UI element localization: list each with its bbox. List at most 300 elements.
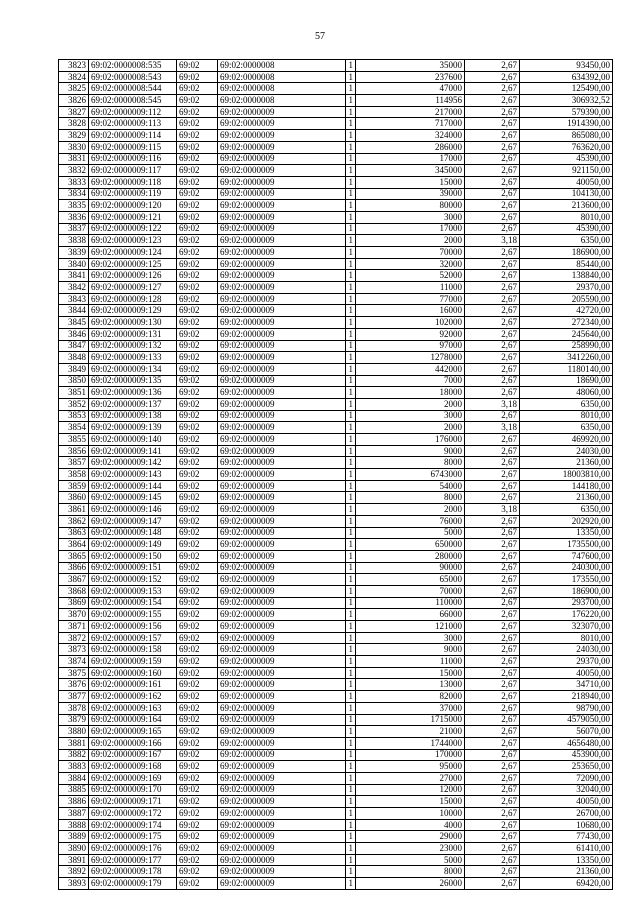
row-number-cell: 3890 <box>59 843 89 855</box>
row-number-cell: 3838 <box>59 235 89 247</box>
value-cell: 1914390,00 <box>520 118 613 130</box>
count-cell: 1 <box>346 843 356 855</box>
row-number-cell: 3887 <box>59 808 89 820</box>
rate-cell: 2,67 <box>465 714 520 726</box>
row-number-cell: 3856 <box>59 445 89 457</box>
value-cell: 6350,00 <box>520 235 613 247</box>
region-code-cell: 69:02 <box>177 574 218 586</box>
row-number-cell: 3836 <box>59 211 89 223</box>
count-cell: 1 <box>346 457 356 469</box>
row-number-cell: 3865 <box>59 550 89 562</box>
cadastral-quarter-cell: 69:02:0000008 <box>218 60 346 72</box>
table-row <box>59 328 613 340</box>
cadastral-quarter-cell: 69:02:0000009 <box>218 130 346 142</box>
area-cell: 13000 <box>356 679 465 691</box>
row-number-cell: 3874 <box>59 656 89 668</box>
rate-cell: 2,67 <box>465 667 520 679</box>
area-cell: 10000 <box>356 808 465 820</box>
row-number-cell: 3888 <box>59 819 89 831</box>
table-row <box>59 469 613 481</box>
count-cell: 1 <box>346 550 356 562</box>
table-row <box>59 585 613 597</box>
area-cell: 650000 <box>356 539 465 551</box>
table-row <box>59 527 613 539</box>
region-code-cell: 69:02 <box>177 422 218 434</box>
cadastral-quarter-cell: 69:02:0000009 <box>218 176 346 188</box>
area-cell: 114956 <box>356 95 465 107</box>
cadastral-number-cell: 69:02:0000009:128 <box>89 293 177 305</box>
cadastral-quarter-cell: 69:02:0000009 <box>218 550 346 562</box>
cadastral-quarter-cell: 69:02:0000009 <box>218 679 346 691</box>
cadastral-number-cell: 69:02:0000009:133 <box>89 352 177 364</box>
rate-cell: 2,67 <box>465 188 520 200</box>
value-cell: 469920,00 <box>520 434 613 446</box>
area-cell: 18000 <box>356 387 465 399</box>
row-number-cell: 3885 <box>59 784 89 796</box>
rate-cell: 3,18 <box>465 398 520 410</box>
value-cell: 747600,00 <box>520 550 613 562</box>
region-code-cell: 69:02 <box>177 784 218 796</box>
rate-cell: 2,67 <box>465 585 520 597</box>
count-cell: 1 <box>346 737 356 749</box>
cadastral-number-cell: 69:02:0000009:130 <box>89 317 177 329</box>
cadastral-number-cell: 69:02:0000009:154 <box>89 597 177 609</box>
value-cell: 144180,00 <box>520 480 613 492</box>
table-row <box>59 83 613 95</box>
rate-cell: 2,67 <box>465 784 520 796</box>
area-cell: 9000 <box>356 445 465 457</box>
count-cell: 1 <box>346 691 356 703</box>
area-cell: 29000 <box>356 831 465 843</box>
region-code-cell: 69:02 <box>177 878 218 890</box>
count-cell: 1 <box>346 352 356 364</box>
cadastral-quarter-cell: 69:02:0000009 <box>218 702 346 714</box>
table-row <box>59 492 613 504</box>
table-row <box>59 247 613 259</box>
table-row <box>59 574 613 586</box>
cadastral-number-cell: 69:02:0000009:144 <box>89 480 177 492</box>
row-number-cell: 3831 <box>59 153 89 165</box>
table-row <box>59 702 613 714</box>
area-cell: 16000 <box>356 305 465 317</box>
value-cell: 306932,52 <box>520 95 613 107</box>
value-cell: 213600,00 <box>520 200 613 212</box>
row-number-cell: 3870 <box>59 609 89 621</box>
table-row <box>59 118 613 130</box>
region-code-cell: 69:02 <box>177 469 218 481</box>
rate-cell: 2,67 <box>465 550 520 562</box>
region-code-cell: 69:02 <box>177 621 218 633</box>
cadastral-quarter-cell: 69:02:0000009 <box>218 141 346 153</box>
table-row <box>59 188 613 200</box>
row-number-cell: 3842 <box>59 282 89 294</box>
row-number-cell: 3855 <box>59 434 89 446</box>
table-row <box>59 340 613 352</box>
table-row <box>59 504 613 516</box>
value-cell: 865080,00 <box>520 130 613 142</box>
row-number-cell: 3891 <box>59 854 89 866</box>
rate-cell: 2,67 <box>465 317 520 329</box>
area-cell: 12000 <box>356 784 465 796</box>
area-cell: 7000 <box>356 375 465 387</box>
row-number-cell: 3828 <box>59 118 89 130</box>
cadastral-number-cell: 69:02:0000009:115 <box>89 141 177 153</box>
count-cell: 1 <box>346 562 356 574</box>
count-cell: 1 <box>346 527 356 539</box>
row-number-cell: 3858 <box>59 469 89 481</box>
rate-cell: 2,67 <box>465 106 520 118</box>
count-cell: 1 <box>346 317 356 329</box>
rate-cell: 2,67 <box>465 761 520 773</box>
row-number-cell: 3875 <box>59 667 89 679</box>
cadastral-number-cell: 69:02:0000009:170 <box>89 784 177 796</box>
region-code-cell: 69:02 <box>177 176 218 188</box>
rate-cell: 2,67 <box>465 480 520 492</box>
value-cell: 176220,00 <box>520 609 613 621</box>
area-cell: 47000 <box>356 83 465 95</box>
count-cell: 1 <box>346 469 356 481</box>
cadastral-quarter-cell: 69:02:0000009 <box>218 585 346 597</box>
area-cell: 66000 <box>356 609 465 621</box>
cadastral-number-cell: 69:02:0000009:140 <box>89 434 177 446</box>
rate-cell: 2,67 <box>465 539 520 551</box>
rate-cell: 2,67 <box>465 597 520 609</box>
cadastral-number-cell: 69:02:0000009:135 <box>89 375 177 387</box>
cadastral-quarter-cell: 69:02:0000009 <box>218 878 346 890</box>
row-number-cell: 3861 <box>59 504 89 516</box>
count-cell: 1 <box>346 714 356 726</box>
table-row <box>59 153 613 165</box>
cadastral-quarter-cell: 69:02:0000009 <box>218 480 346 492</box>
count-cell: 1 <box>346 831 356 843</box>
cadastral-quarter-cell: 69:02:0000009 <box>218 258 346 270</box>
area-cell: 77000 <box>356 293 465 305</box>
cadastral-quarter-cell: 69:02:0000009 <box>218 363 346 375</box>
row-number-cell: 3876 <box>59 679 89 691</box>
cadastral-value-table <box>58 59 613 890</box>
rate-cell: 2,67 <box>465 60 520 72</box>
area-cell: 90000 <box>356 562 465 574</box>
row-number-cell: 3881 <box>59 737 89 749</box>
cadastral-quarter-cell: 69:02:0000009 <box>218 270 346 282</box>
table-body <box>59 60 613 890</box>
cadastral-number-cell: 69:02:0000009:153 <box>89 585 177 597</box>
cadastral-number-cell: 69:02:0000009:159 <box>89 656 177 668</box>
cadastral-number-cell: 69:02:0000009:125 <box>89 258 177 270</box>
count-cell: 1 <box>346 60 356 72</box>
cadastral-number-cell: 69:02:0000009:127 <box>89 282 177 294</box>
row-number-cell: 3857 <box>59 457 89 469</box>
area-cell: 37000 <box>356 702 465 714</box>
rate-cell: 2,67 <box>465 609 520 621</box>
cadastral-number-cell: 69:02:0000009:117 <box>89 165 177 177</box>
cadastral-quarter-cell: 69:02:0000009 <box>218 118 346 130</box>
value-cell: 6350,00 <box>520 504 613 516</box>
area-cell: 80000 <box>356 200 465 212</box>
row-number-cell: 3837 <box>59 223 89 235</box>
rate-cell: 2,67 <box>465 71 520 83</box>
area-cell: 15000 <box>356 176 465 188</box>
cadastral-number-cell: 69:02:0000009:132 <box>89 340 177 352</box>
region-code-cell: 69:02 <box>177 305 218 317</box>
row-number-cell: 3880 <box>59 726 89 738</box>
count-cell: 1 <box>346 130 356 142</box>
cadastral-number-cell: 69:02:0000008:543 <box>89 71 177 83</box>
rate-cell: 2,67 <box>465 130 520 142</box>
region-code-cell: 69:02 <box>177 632 218 644</box>
rate-cell: 2,67 <box>465 293 520 305</box>
value-cell: 48060,00 <box>520 387 613 399</box>
area-cell: 8000 <box>356 866 465 878</box>
cadastral-number-cell: 69:02:0000009:129 <box>89 305 177 317</box>
rate-cell: 2,67 <box>465 679 520 691</box>
area-cell: 4000 <box>356 819 465 831</box>
area-cell: 280000 <box>356 550 465 562</box>
cadastral-number-cell: 69:02:0000009:151 <box>89 562 177 574</box>
rate-cell: 2,67 <box>465 457 520 469</box>
row-number-cell: 3878 <box>59 702 89 714</box>
area-cell: 52000 <box>356 270 465 282</box>
area-cell: 65000 <box>356 574 465 586</box>
count-cell: 1 <box>346 387 356 399</box>
rate-cell: 2,67 <box>465 737 520 749</box>
count-cell: 1 <box>346 95 356 107</box>
value-cell: 202920,00 <box>520 515 613 527</box>
row-number-cell: 3840 <box>59 258 89 270</box>
area-cell: 6743000 <box>356 469 465 481</box>
cadastral-number-cell: 69:02:0000009:112 <box>89 106 177 118</box>
table-row <box>59 141 613 153</box>
rate-cell: 2,67 <box>465 574 520 586</box>
table-row <box>59 515 613 527</box>
table-row <box>59 270 613 282</box>
cadastral-number-cell: 69:02:0000009:148 <box>89 527 177 539</box>
row-number-cell: 3847 <box>59 340 89 352</box>
rate-cell: 2,67 <box>465 644 520 656</box>
cadastral-number-cell: 69:02:0000009:145 <box>89 492 177 504</box>
count-cell: 1 <box>346 328 356 340</box>
rate-cell: 2,67 <box>465 176 520 188</box>
cadastral-quarter-cell: 69:02:0000009 <box>218 726 346 738</box>
region-code-cell: 69:02 <box>177 106 218 118</box>
count-cell: 1 <box>346 153 356 165</box>
table-row <box>59 258 613 270</box>
count-cell: 1 <box>346 293 356 305</box>
cadastral-quarter-cell: 69:02:0000009 <box>218 387 346 399</box>
value-cell: 293700,00 <box>520 597 613 609</box>
value-cell: 186900,00 <box>520 585 613 597</box>
count-cell: 1 <box>346 480 356 492</box>
region-code-cell: 69:02 <box>177 761 218 773</box>
cadastral-quarter-cell: 69:02:0000009 <box>218 784 346 796</box>
count-cell: 1 <box>346 445 356 457</box>
cadastral-quarter-cell: 69:02:0000009 <box>218 831 346 843</box>
value-cell: 6350,00 <box>520 422 613 434</box>
rate-cell: 2,67 <box>465 340 520 352</box>
value-cell: 8010,00 <box>520 211 613 223</box>
region-code-cell: 69:02 <box>177 527 218 539</box>
table-row <box>59 422 613 434</box>
cadastral-number-cell: 69:02:0000009:118 <box>89 176 177 188</box>
rate-cell: 2,67 <box>465 445 520 457</box>
count-cell: 1 <box>346 702 356 714</box>
cadastral-quarter-cell: 69:02:0000009 <box>218 632 346 644</box>
row-number-cell: 3835 <box>59 200 89 212</box>
cadastral-quarter-cell: 69:02:0000009 <box>218 691 346 703</box>
count-cell: 1 <box>346 282 356 294</box>
cadastral-quarter-cell: 69:02:0000009 <box>218 340 346 352</box>
table-row <box>59 749 613 761</box>
rate-cell: 2,67 <box>465 153 520 165</box>
cadastral-quarter-cell: 69:02:0000009 <box>218 854 346 866</box>
row-number-cell: 3845 <box>59 317 89 329</box>
value-cell: 42720,00 <box>520 305 613 317</box>
area-cell: 5000 <box>356 854 465 866</box>
area-cell: 1744000 <box>356 737 465 749</box>
value-cell: 1735500,00 <box>520 539 613 551</box>
cadastral-number-cell: 69:02:0000009:138 <box>89 410 177 422</box>
count-cell: 1 <box>346 772 356 784</box>
value-cell: 21360,00 <box>520 866 613 878</box>
area-cell: 3000 <box>356 632 465 644</box>
count-cell: 1 <box>346 340 356 352</box>
row-number-cell: 3843 <box>59 293 89 305</box>
row-number-cell: 3860 <box>59 492 89 504</box>
table-row <box>59 621 613 633</box>
region-code-cell: 69:02 <box>177 854 218 866</box>
rate-cell: 2,67 <box>465 562 520 574</box>
row-number-cell: 3854 <box>59 422 89 434</box>
count-cell: 1 <box>346 667 356 679</box>
region-code-cell: 69:02 <box>177 410 218 422</box>
row-number-cell: 3893 <box>59 878 89 890</box>
rate-cell: 2,67 <box>465 375 520 387</box>
area-cell: 23000 <box>356 843 465 855</box>
cadastral-quarter-cell: 69:02:0000009 <box>218 504 346 516</box>
cadastral-quarter-cell: 69:02:0000009 <box>218 153 346 165</box>
region-code-cell: 69:02 <box>177 130 218 142</box>
area-cell: 82000 <box>356 691 465 703</box>
region-code-cell: 69:02 <box>177 691 218 703</box>
area-cell: 9000 <box>356 644 465 656</box>
cadastral-quarter-cell: 69:02:0000009 <box>218 492 346 504</box>
region-code-cell: 69:02 <box>177 223 218 235</box>
cadastral-number-cell: 69:02:0000008:545 <box>89 95 177 107</box>
cadastral-number-cell: 69:02:0000009:162 <box>89 691 177 703</box>
area-cell: 286000 <box>356 141 465 153</box>
cadastral-quarter-cell: 69:02:0000009 <box>218 211 346 223</box>
cadastral-number-cell: 69:02:0000009:168 <box>89 761 177 773</box>
rate-cell: 2,67 <box>465 808 520 820</box>
cadastral-number-cell: 69:02:0000009:174 <box>89 819 177 831</box>
cadastral-number-cell: 69:02:0000009:136 <box>89 387 177 399</box>
cadastral-quarter-cell: 69:02:0000009 <box>218 352 346 364</box>
row-number-cell: 3864 <box>59 539 89 551</box>
cadastral-quarter-cell: 69:02:0000009 <box>218 866 346 878</box>
table-row <box>59 60 613 72</box>
cadastral-number-cell: 69:02:0000009:124 <box>89 247 177 259</box>
rate-cell: 2,67 <box>465 434 520 446</box>
cadastral-number-cell: 69:02:0000009:113 <box>89 118 177 130</box>
region-code-cell: 69:02 <box>177 188 218 200</box>
table-row <box>59 130 613 142</box>
value-cell: 40050,00 <box>520 667 613 679</box>
table-row <box>59 737 613 749</box>
count-cell: 1 <box>346 597 356 609</box>
cadastral-quarter-cell: 69:02:0000009 <box>218 527 346 539</box>
table-row <box>59 200 613 212</box>
rate-cell: 2,67 <box>465 796 520 808</box>
region-code-cell: 69:02 <box>177 726 218 738</box>
table-row <box>59 667 613 679</box>
cadastral-quarter-cell: 69:02:0000009 <box>218 621 346 633</box>
area-cell: 54000 <box>356 480 465 492</box>
region-code-cell: 69:02 <box>177 843 218 855</box>
region-code-cell: 69:02 <box>177 363 218 375</box>
cadastral-number-cell: 69:02:0000009:114 <box>89 130 177 142</box>
count-cell: 1 <box>346 866 356 878</box>
value-cell: 18003810,00 <box>520 469 613 481</box>
rate-cell: 2,67 <box>465 656 520 668</box>
region-code-cell: 69:02 <box>177 328 218 340</box>
area-cell: 110000 <box>356 597 465 609</box>
value-cell: 56070,00 <box>520 726 613 738</box>
region-code-cell: 69:02 <box>177 585 218 597</box>
count-cell: 1 <box>346 796 356 808</box>
count-cell: 1 <box>346 398 356 410</box>
cadastral-quarter-cell: 69:02:0000009 <box>218 328 346 340</box>
rate-cell: 2,67 <box>465 749 520 761</box>
value-cell: 34710,00 <box>520 679 613 691</box>
value-cell: 634392,00 <box>520 71 613 83</box>
region-code-cell: 69:02 <box>177 866 218 878</box>
cadastral-number-cell: 69:02:0000009:123 <box>89 235 177 247</box>
cadastral-quarter-cell: 69:02:0000009 <box>218 656 346 668</box>
cadastral-quarter-cell: 69:02:0000009 <box>218 808 346 820</box>
value-cell: 69420,00 <box>520 878 613 890</box>
table-row <box>59 165 613 177</box>
region-code-cell: 69:02 <box>177 772 218 784</box>
count-cell: 1 <box>346 878 356 890</box>
area-cell: 237600 <box>356 71 465 83</box>
cadastral-quarter-cell: 69:02:0000009 <box>218 422 346 434</box>
area-cell: 170000 <box>356 749 465 761</box>
count-cell: 1 <box>346 749 356 761</box>
cadastral-number-cell: 69:02:0000008:544 <box>89 83 177 95</box>
cadastral-number-cell: 69:02:0000009:178 <box>89 866 177 878</box>
page-number: 57 <box>315 31 325 42</box>
cadastral-number-cell: 69:02:0000009:166 <box>89 737 177 749</box>
row-number-cell: 3859 <box>59 480 89 492</box>
rate-cell: 2,67 <box>465 165 520 177</box>
value-cell: 218940,00 <box>520 691 613 703</box>
region-code-cell: 69:02 <box>177 387 218 399</box>
row-number-cell: 3871 <box>59 621 89 633</box>
cadastral-number-cell: 69:02:0000009:172 <box>89 808 177 820</box>
cadastral-quarter-cell: 69:02:0000009 <box>218 200 346 212</box>
cadastral-quarter-cell: 69:02:0000009 <box>218 761 346 773</box>
value-cell: 104130,00 <box>520 188 613 200</box>
area-cell: 27000 <box>356 772 465 784</box>
row-number-cell: 3846 <box>59 328 89 340</box>
area-cell: 3000 <box>356 410 465 422</box>
area-cell: 39000 <box>356 188 465 200</box>
cadastral-quarter-cell: 69:02:0000009 <box>218 515 346 527</box>
count-cell: 1 <box>346 632 356 644</box>
region-code-cell: 69:02 <box>177 445 218 457</box>
rate-cell: 3,18 <box>465 422 520 434</box>
rate-cell: 2,67 <box>465 223 520 235</box>
